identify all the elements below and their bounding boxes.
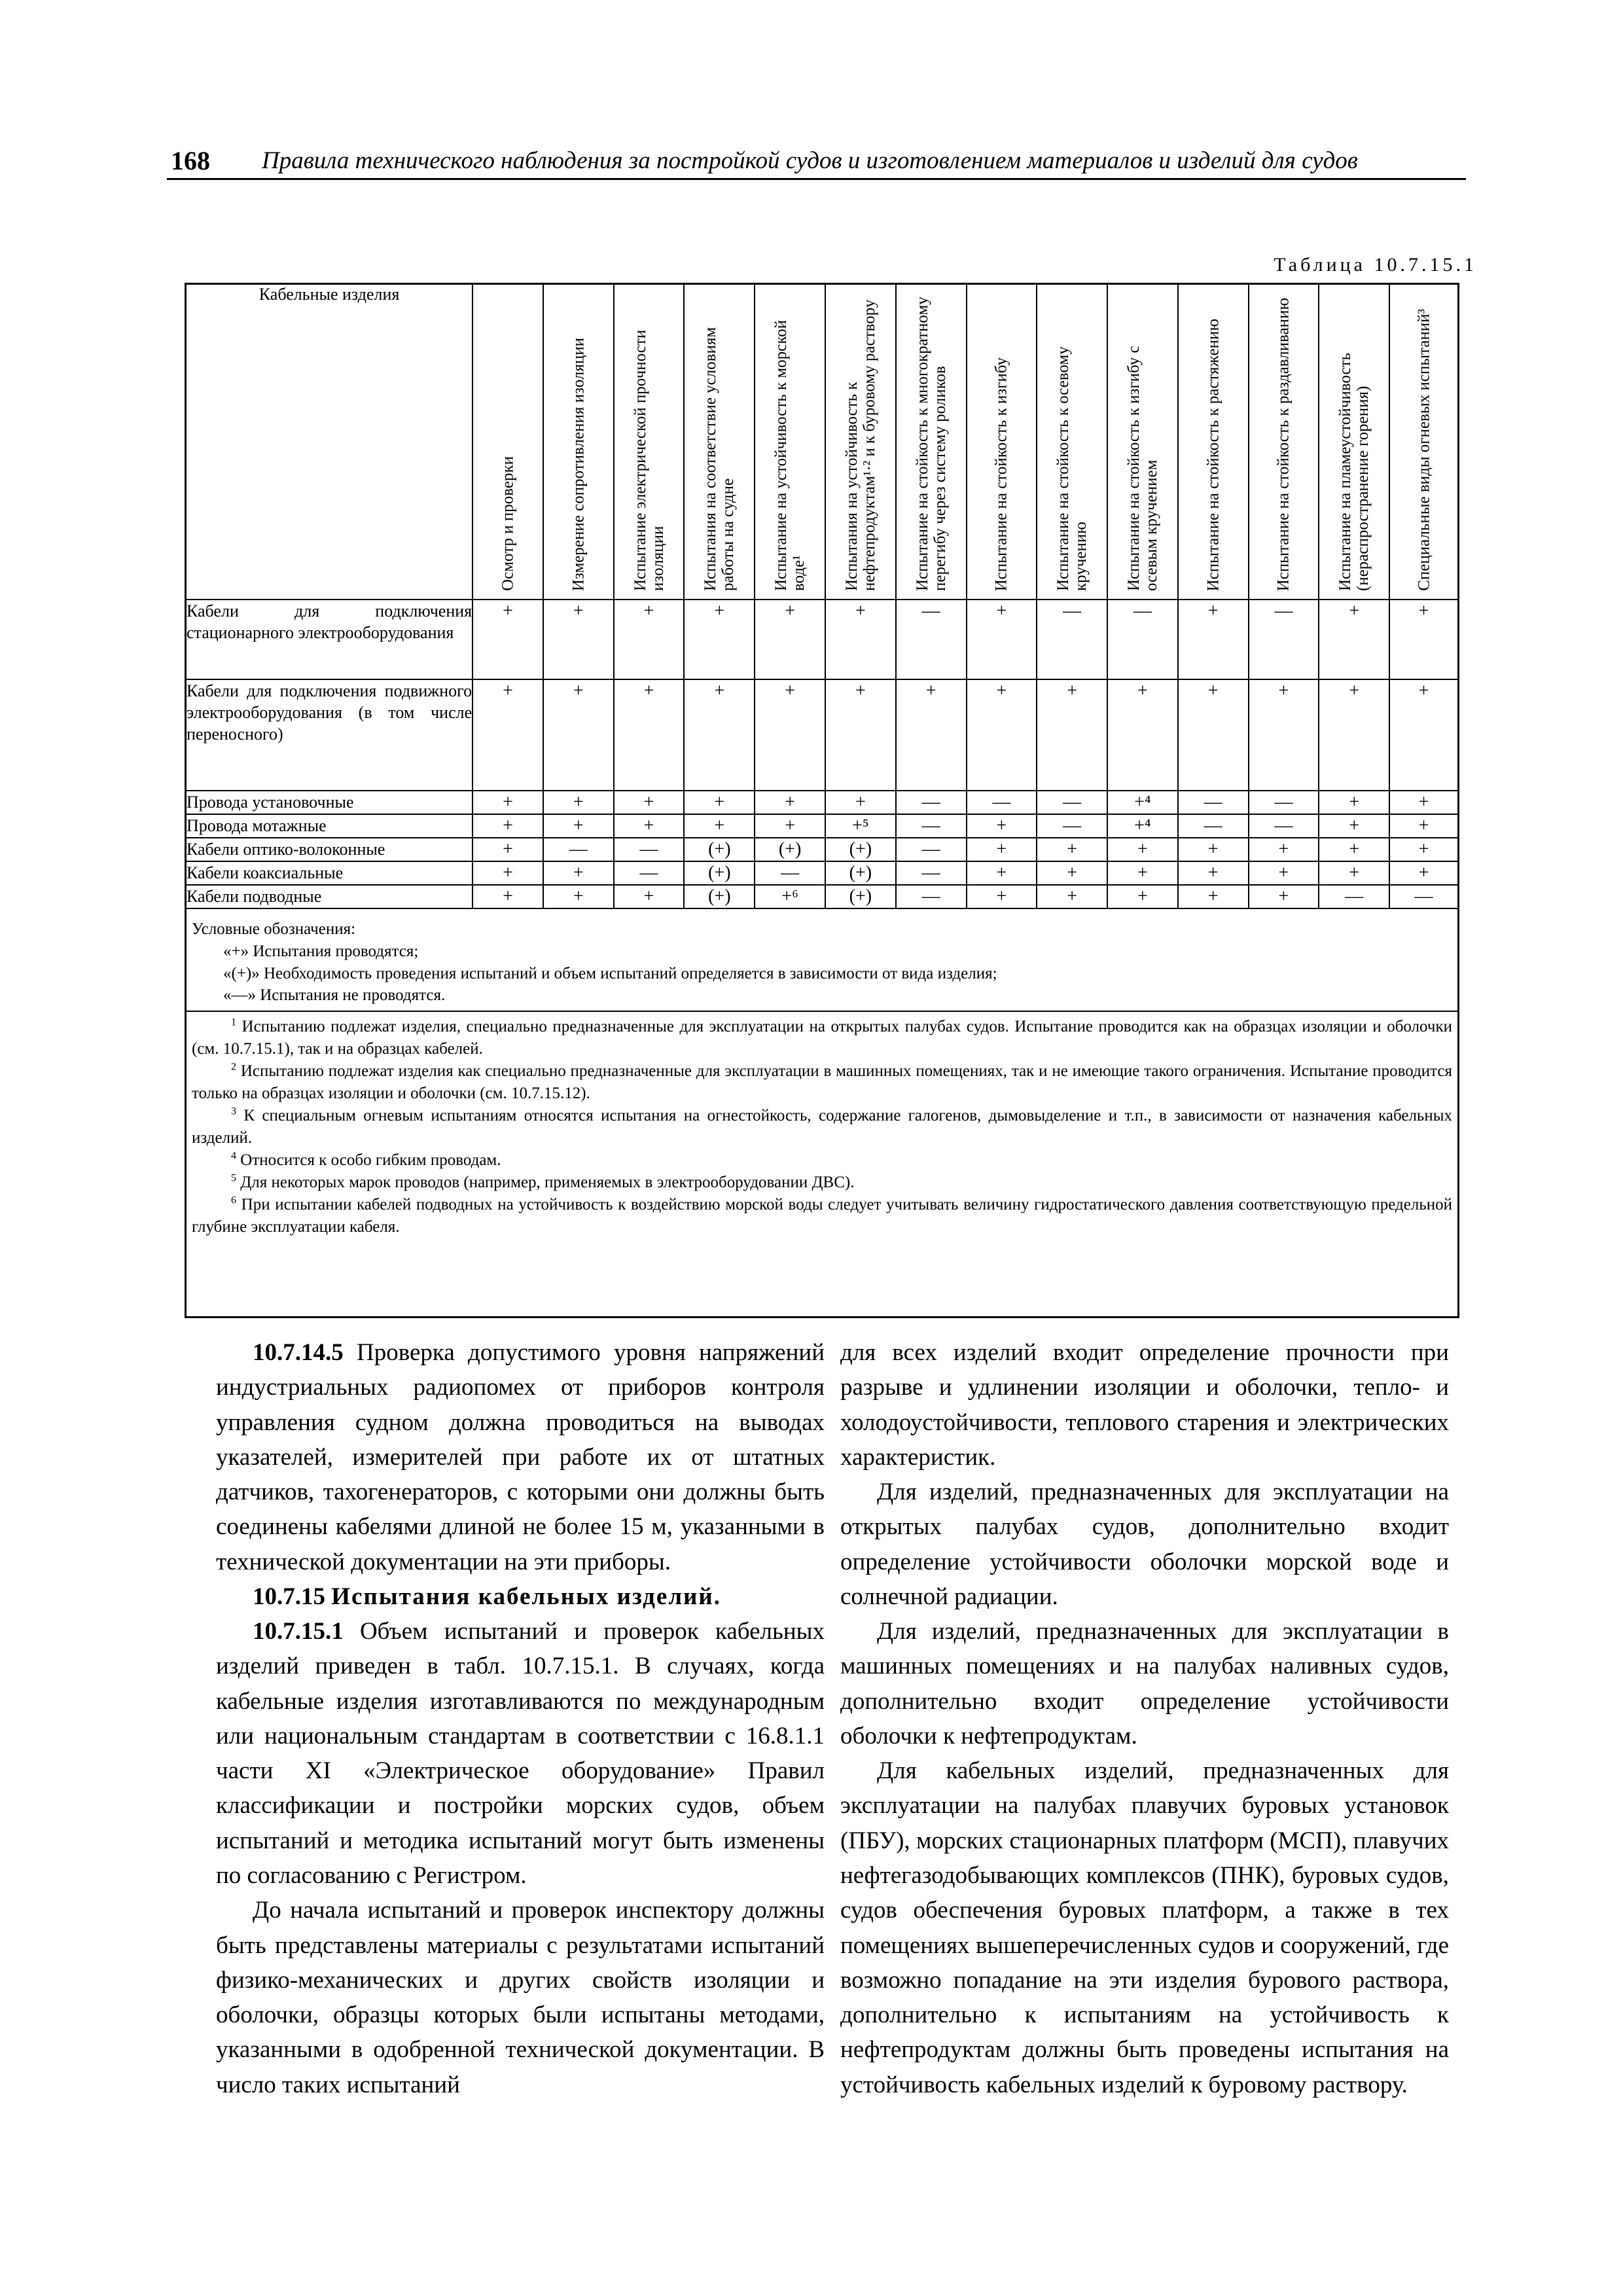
- table-cell: +: [967, 679, 1037, 791]
- table-cell: +: [1319, 861, 1389, 885]
- column-header: [755, 285, 825, 600]
- table-cell: +: [896, 679, 967, 791]
- column-header-label: Испытание на стойкость к изгибу с осевым кручением: [1124, 346, 1160, 591]
- table-cell: —: [896, 814, 967, 838]
- table-cell: +: [1389, 679, 1457, 791]
- column-header-label: Испытание на устойчивость к морской воде¹: [772, 319, 808, 591]
- table-cell: —: [1389, 885, 1457, 908]
- table-cell: —: [543, 838, 614, 861]
- table-cell: +: [1178, 600, 1249, 679]
- column-header-label: Испытание на пламеустойчивость (нераспространение горения): [1336, 353, 1372, 591]
- column-header: [473, 285, 543, 600]
- table-cell: —: [896, 861, 967, 885]
- table-cell: +: [1319, 838, 1389, 861]
- table-cell: (+): [825, 861, 896, 885]
- table-cell: —: [1249, 600, 1319, 679]
- table-cell: +: [1107, 861, 1178, 885]
- table-cell: +: [1319, 814, 1389, 838]
- table-cell: +: [614, 791, 685, 814]
- table-cell: +: [1037, 838, 1107, 861]
- column-header-label: Осмотр и проверки: [499, 456, 517, 591]
- table-cell: +: [473, 679, 543, 791]
- table-cell: +: [1178, 679, 1249, 791]
- table-cell: —: [1319, 885, 1389, 908]
- table-cell: +⁶: [755, 885, 825, 908]
- table-cell: +: [684, 791, 755, 814]
- cable-product-name: Провода установочные: [187, 791, 473, 814]
- column-header: [1178, 285, 1249, 600]
- left-column: [216, 1335, 825, 2102]
- table-cell: +: [614, 600, 685, 679]
- table-cell: —: [896, 838, 967, 861]
- cable-product-name: Кабели для подключения подвижного электрооборудования (в том числе переносного): [187, 679, 473, 791]
- table-cell: —: [1037, 791, 1107, 814]
- column-header: [1389, 285, 1457, 600]
- table-cell: +: [755, 679, 825, 791]
- table-row: [187, 814, 1457, 838]
- paragraph: Для кабельных изделий, предназначенных для эксплуатации на палубах плавучих буровых установок (ПБУ), морских стационарных платформ (МСП), плавучих нефтегазодобывающих комплексов (ПНК), буровых судов, судов обеспечения буровых платформ, а также в тех помещениях вышеперечисленных судов и сооружений, где возможно попадание на эти изделия бурового раствора, дополнительно к испытаниям на устойчивость к нефтепродуктам должны быть проведены испытания на устойчивость кабельных изделий к буровому раствору.: [840, 1757, 1449, 2098]
- table-cell: —: [1178, 791, 1249, 814]
- page-number: 168: [171, 146, 210, 175]
- table-cell: —: [896, 885, 967, 908]
- table-cell: +: [473, 791, 543, 814]
- column-header-label: Испытание на стойкость к изгибу: [992, 357, 1010, 591]
- test-scope-table: [185, 283, 1459, 1318]
- table-cell: +: [543, 885, 614, 908]
- table-cell: +: [543, 861, 614, 885]
- table-cell: +: [1389, 600, 1457, 679]
- table-cell: —: [614, 838, 685, 861]
- table-cell: +: [825, 679, 896, 791]
- table-cell: +: [755, 791, 825, 814]
- table-caption: Таблица 10.7.15.1: [1274, 254, 1477, 276]
- table-cell: +: [1319, 679, 1389, 791]
- column-header: [967, 285, 1037, 600]
- page-header: [167, 145, 1466, 180]
- table-cell: —: [755, 861, 825, 885]
- table-cell: +: [473, 885, 543, 908]
- table-cell: +: [543, 600, 614, 679]
- table-cell: +: [1389, 791, 1457, 814]
- table-cell: +: [1389, 861, 1457, 885]
- running-title: Правила технического наблюдения за постройкой судов и изготовлением материалов и изделий для судов: [262, 147, 1358, 174]
- table-cell: +: [1319, 600, 1389, 679]
- footnote: $^1$ Испытанию подлежат изделия, специально предназначенные для эксплуатации на открытых палубах судов. Испытание проводится как на образцах изоляции и оболочки (см. 10.7.15.1), так и на образцах кабелей.: [192, 1016, 1453, 1058]
- table-cell: +⁴: [1107, 814, 1178, 838]
- legend: [187, 909, 1457, 1011]
- legend-item: «(+)» Необходимость проведения испытаний и объем испытаний определяется в зависимости от вида изделия;: [223, 964, 997, 982]
- column-header-label: Специальные виды огневых испытаний³: [1415, 309, 1433, 591]
- table-cell: —: [1037, 600, 1107, 679]
- table-cell: —: [896, 600, 967, 679]
- table-cell: +: [684, 814, 755, 838]
- column-header: [1319, 285, 1389, 600]
- table-row: [187, 885, 1457, 908]
- table-cell: +: [825, 600, 896, 679]
- column-header: [825, 285, 896, 600]
- column-header: [896, 285, 967, 600]
- table-cell: +: [1178, 861, 1249, 885]
- table-cell: +: [1037, 679, 1107, 791]
- table-cell: (+): [684, 885, 755, 908]
- table-cell: (+): [825, 885, 896, 908]
- paragraph-10-7-14-5: 10.7.14.5 Проверка допустимого уровня напряжений индустриальных радиопомех от приборов контроля управления судном должна проводиться на выводах указателей, измерителей при работе их от штатных датчиков, тахогенераторов, с которыми они должны быть соединены кабелями длиной не более 15 м, указанными в технической документации на эти приборы.: [216, 1339, 825, 1575]
- table-cell: +: [1249, 885, 1319, 908]
- table-cell: +: [473, 600, 543, 679]
- table-footnotes: [187, 1011, 1457, 1241]
- table-cell: —: [896, 791, 967, 814]
- table-cell: +: [1319, 791, 1389, 814]
- table-cell: —: [1037, 814, 1107, 838]
- table-cell: +⁵: [825, 814, 896, 838]
- legend-item: «+» Испытания проводятся;: [223, 942, 419, 960]
- table-cell: +: [967, 885, 1037, 908]
- column-header-cable-products: Кабельные изделия: [187, 285, 473, 600]
- column-header: [1107, 285, 1178, 600]
- table-row: [187, 861, 1457, 885]
- cable-product-name: Кабели подводные: [187, 885, 473, 908]
- footnote: $^2$ Испытанию подлежат изделия как специально предназначенные для эксплуатации в машинных помещениях, так и не имеющие такого ограничения. Испытание проводится только на образцах изоляции и оболочки (см. 10.7.15.12).: [192, 1061, 1452, 1102]
- table-cell: +: [1249, 861, 1319, 885]
- footnote: $^3$ К специальным огневым испытаниям относятся испытания на огнестойкость, содержание галогенов, дымовыделение и т.п., в зависимости от назначения кабельных изделий.: [192, 1105, 1452, 1147]
- table-cell: +: [755, 814, 825, 838]
- table-cell: +: [473, 861, 543, 885]
- table-cell: +: [684, 600, 755, 679]
- table-cell: +: [1389, 814, 1457, 838]
- table-cell: +: [1107, 838, 1178, 861]
- table-cell: +: [1389, 838, 1457, 861]
- table-cell: +: [825, 791, 896, 814]
- column-header: [1249, 285, 1319, 600]
- table-cell: +: [473, 814, 543, 838]
- column-header-label: Испытание на стойкость к растяжению: [1204, 318, 1222, 591]
- column-header-label: Измерение сопротивления изоляции: [569, 337, 588, 591]
- table-cell: +: [967, 861, 1037, 885]
- table-row: [187, 791, 1457, 814]
- paragraph-10-7-15-1: 10.7.15.1 Объем испытаний и проверок кабельных изделий приведен в табл. 10.7.15.1. В случаях, когда кабельные изделия изготавливаются по международным или национальным стандартам в соответствии с 16.8.1.1 части XI «Электрическое оборудование» Правил классификации и постройки морских судов, объем испытаний и методика испытаний могут быть изменены по согласованию с Регистром.: [216, 1618, 825, 1889]
- paragraph: для всех изделий входит определение прочности при разрыве и удлинении изоляции и оболочки, тепло- и холодоустойчивости, теплового старения и электрических характеристик.: [840, 1339, 1449, 1471]
- table-cell: (+): [684, 861, 755, 885]
- table-cell: +: [1037, 861, 1107, 885]
- table-cell: +: [614, 679, 685, 791]
- column-header-label: Испытание электрической прочности изоляции: [631, 329, 667, 591]
- column-header-label: Испытания на соответствие условиям работы на судне: [702, 327, 738, 591]
- table-cell: +: [1037, 885, 1107, 908]
- table-row: [187, 838, 1457, 861]
- column-header: [684, 285, 755, 600]
- legend-item: «—» Испытания не проводятся.: [223, 986, 446, 1005]
- table-cell: +: [614, 885, 685, 908]
- cable-product-name: Провода мотажные: [187, 814, 473, 838]
- table-cell: (+): [684, 838, 755, 861]
- column-header: [614, 285, 685, 600]
- table-cell: —: [1249, 814, 1319, 838]
- paragraph: Для изделий, предназначенных для эксплуатации на открытых палубах судов, дополнительно входит определение устойчивости оболочки морской воде и солнечной радиации.: [840, 1479, 1449, 1610]
- table-cell: +: [543, 679, 614, 791]
- table-row: [187, 679, 1457, 791]
- right-column: [840, 1335, 1449, 2102]
- table-cell: (+): [755, 838, 825, 861]
- column-header: [543, 285, 614, 600]
- column-header-label: Испытания на устойчивость к нефтепродуктам¹·² и к буровому раствору: [842, 299, 878, 591]
- table-cell: —: [1178, 814, 1249, 838]
- tests-grid: [187, 285, 1457, 909]
- table-cell: +: [1178, 885, 1249, 908]
- table-cell: +: [684, 679, 755, 791]
- table-cell: +: [614, 814, 685, 838]
- column-header-label: Испытание на стойкость к осевому кручению: [1054, 346, 1090, 591]
- table-cell: +⁴: [1107, 791, 1178, 814]
- table-cell: +: [1178, 838, 1249, 861]
- section-heading-10-7-15: 10.7.15 Испытания кабельных изделий.: [253, 1583, 721, 1610]
- table-cell: +: [1249, 679, 1319, 791]
- table-cell: —: [1107, 600, 1178, 679]
- table-cell: +: [755, 600, 825, 679]
- table-cell: +: [543, 814, 614, 838]
- table-cell: +: [1249, 838, 1319, 861]
- table-cell: +: [1107, 679, 1178, 791]
- table-cell: —: [1249, 791, 1319, 814]
- table-row: [187, 600, 1457, 679]
- cable-product-name: Кабели для подключения стационарного электрооборудования: [187, 600, 473, 679]
- table-cell: +: [473, 838, 543, 861]
- paragraph: Для изделий, предназначенных для эксплуатации в машинных помещениях и на палубах наливных судов, дополнительно входит определение устойчивости оболочки к нефтепродуктам.: [840, 1618, 1449, 1749]
- cable-product-name: Кабели оптико-волоконные: [187, 838, 473, 861]
- table-cell: +: [967, 814, 1037, 838]
- table-cell: —: [967, 791, 1037, 814]
- paragraph: До начала испытаний и проверок инспектору должны быть представлены материалы с результатами испытаний физико-механических и других свойств изоляции и оболочки, образцы которых были испытаны методами, указанными в одобренной технической документации. В число таких испытаний: [216, 1897, 825, 2098]
- table-cell: +: [543, 791, 614, 814]
- column-header-label: Испытание на стойкость к многократному перегибу через систему роликов: [913, 296, 949, 591]
- table-cell: —: [614, 861, 685, 885]
- footnote: $^5$ Для некоторых марок проводов (например, применяемых в электрооборудовании ДВС).: [231, 1172, 855, 1191]
- column-header: [1037, 285, 1107, 600]
- table-cell: (+): [825, 838, 896, 861]
- cable-product-name: Кабели коаксиальные: [187, 861, 473, 885]
- column-header-label: Испытание на стойкость к раздавливанию: [1274, 297, 1293, 591]
- legend-title: Условные обозначения:: [192, 920, 356, 938]
- table-cell: +: [967, 600, 1037, 679]
- footnote: $^4$ Относится к особо гибким проводам.: [231, 1150, 501, 1169]
- footnote: $^6$ При испытании кабелей подводных на устойчивость к воздействию морской воды следует учитывать величину гидростатического давления соответствующую предельной глубине эксплуатации кабеля.: [192, 1194, 1453, 1236]
- table-cell: +: [1107, 885, 1178, 908]
- table-cell: +: [967, 838, 1037, 861]
